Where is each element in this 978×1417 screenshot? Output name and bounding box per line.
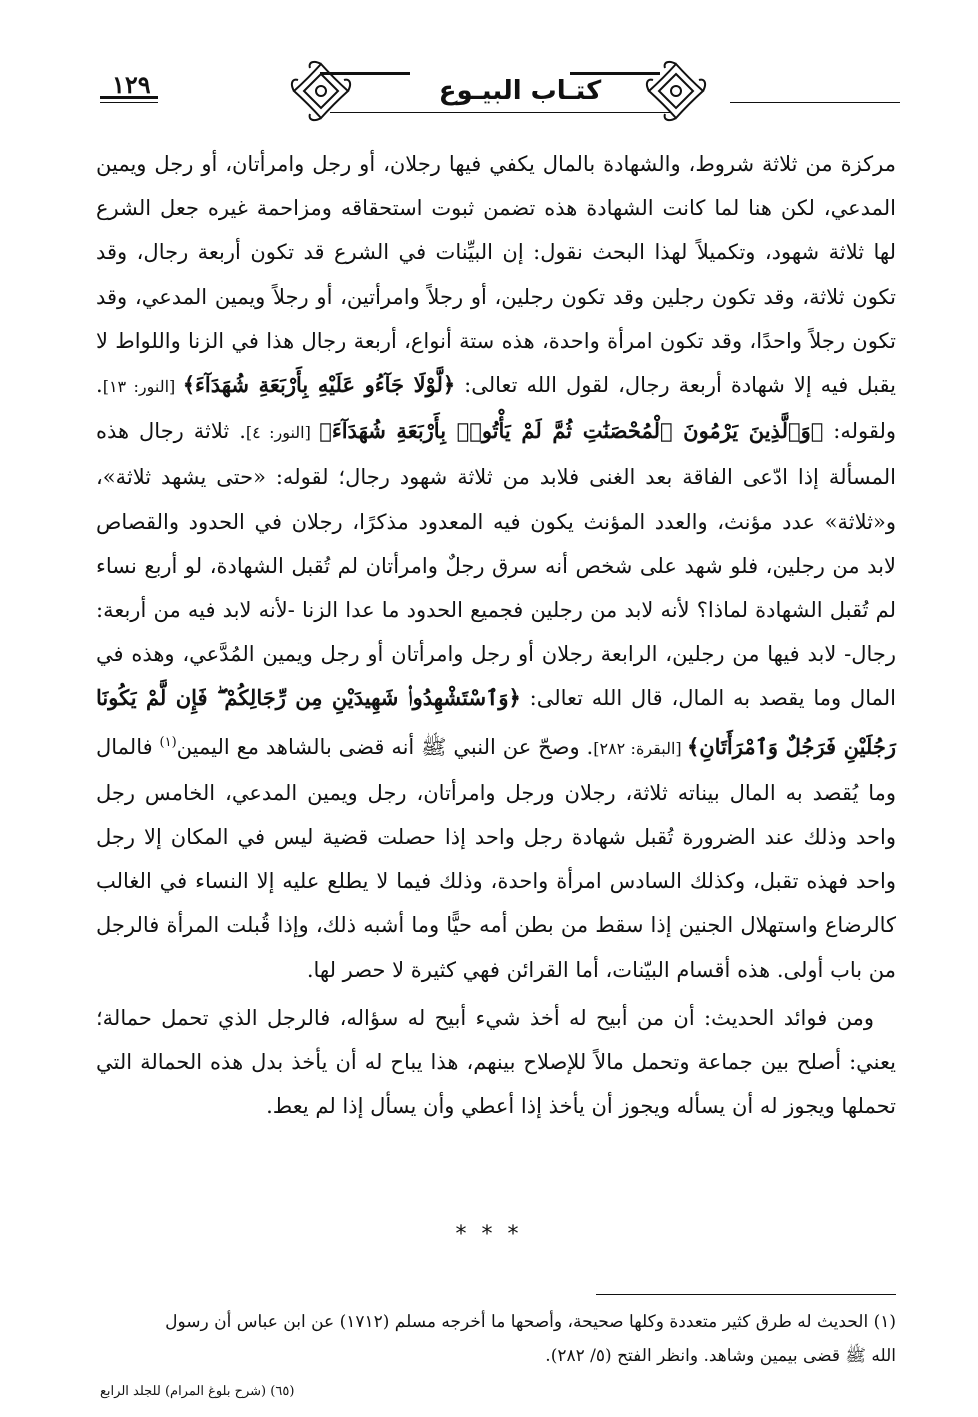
quran-verse: ﴿لَّوْلَا جَآءُو عَلَيْهِ بِأَرْبَعَةِ شُهَدَآءَ﴾	[182, 372, 456, 398]
header-rule-left-top	[100, 96, 158, 99]
footnote	[96, 1305, 896, 1373]
header-rule-right	[730, 102, 900, 103]
running-title: كتـاب البيـوع	[438, 76, 602, 106]
verse-reference: [النور: ١٣]	[102, 377, 183, 397]
page-header	[100, 60, 900, 130]
footnote-marker: (١)	[159, 734, 177, 750]
text-run: مركزة من ثلاثة شروط، والشهادة بالمال يكفي فيها رجلان، أو رجل وامرأتان، أو رجل ويمين المدعي، لكن هنا لما كانت الشهادة هذه تضمن ثبوت استحقاقه ومزاحمة غيره جعل الشرع لها ثلاثة شهود، وتكميلاً لهذا البحث نقول: إن البيِّنات في الشرع قد تكون أربعة رجال، وقد تكون ثلاثة، وقد تكون رجلين وقد تكون رجلين، أو رجلاً وامرأتين، أو رجلاً ويمين المدعي، وقد تكون رجلاً واحدًا، وقد تكون امرأة واحدة، هذه ستة أنواع، أربعة رجال هذا في الزنا واللواط لا يقبل فيه إلا شهادة أربعة رجال، لقول الله تعالى:	[96, 152, 897, 398]
quran-verse: ﴿وَٱلَّذِينَ يَرْمُونَ ٱلْمُحْصَنَٰتِ ثُمَّ لَمْ يَأْتُوا۟ بِأَرْبَعَةِ شُهَدَآءَ﴾	[319, 418, 824, 444]
book-footer: (٦٥) (شرح بلوغ المرام) للجلد الرابع	[100, 1384, 295, 1399]
footnote-line: (١) الحديث له طرق كثير متعددة وكلها صحيحة، وأصحها ما أخرجه مسلم (١٧١٢) عن ابن عباس أن رسول	[165, 1312, 896, 1332]
footnote-rule	[596, 1294, 896, 1295]
main-text	[96, 142, 896, 1128]
paragraph-2: ومن فوائد الحديث: أن من أبيح له أخذ شيء أبيح له سؤاله، فالرجل الذي تحمل حمالة؛ يعني: أصلح بين جماعة وتحمل مالاً للإصلاح بينهم، هذا يباح له أن يأخذ بدل هذه الحمالة التي تحملها ويجوز له أن يسأله ويجوز أن يأخذ إذا أعطي وأن يسأل إذا لم يعط.	[96, 1005, 896, 1119]
arabesque-ornament-icon	[645, 60, 707, 122]
header-rule-left-bottom	[100, 102, 158, 103]
text-run: . ثلاثة رجال هذه المسألة إذا ادّعى الفاقة بعد الغنى فلابد من ثلاثة شهود رجال؛ لقوله: «حتى يشهد ثلاثة»، و«ثلاثة» عدد مؤنث، والعدد المؤنث يكون فيه المعدود مذكرًا، رجلان في الحدود والقصاص لابد من رجلين، فلو شهد على شخص أنه سرق رجلٌ وامرأتان لم تُقبل الشهادة، لو أربع نساء لم تُقبل الشهادة لماذا؟ لأنه لابد من رجلين فجميع الحدود ما عدا الزنا -لأنه لابد فيه من أربعة: رجال- لابد فيها من رجلين، الرابعة رجلان أو رجل وامرأتان أو رجل ويمين المُدَّعي، وهذه في المال وما يقصد به المال، قال الله تعالى:	[96, 419, 896, 711]
text-run: . ولقوله:	[96, 373, 897, 444]
quran-verse: ﴿وَٱسْتَشْهِدُوا۟ شَهِيدَيْنِ مِن رِّجَالِكُمْ ۖ فَإِن لَّمْ يَكُونَا رَجُلَيْنِ فَرَجُلٌ وَٱمْرَأَتَانِ﴾	[96, 685, 896, 759]
footnote-line: الله ﷺ قضى بيمين وشاهد. وانظر الفتح (٥/ ٢٨٢).	[545, 1346, 896, 1366]
page-number: ١٢٩	[112, 70, 151, 99]
paragraph-1	[96, 142, 896, 992]
text-run: . وصحّ عن النبي ﷺ أنه قضى بالشاهد مع اليمين	[176, 734, 594, 759]
header-rule-center	[330, 112, 670, 113]
section-separator: * * *	[455, 1222, 523, 1247]
verse-reference: [النور: ٤]	[245, 423, 320, 443]
text-run: فالمال وما يُقصد به المال بيناته ثلاثة، رجلان ورجل وامرأتان، رجل ويمين المدعي، الخامس رجل واحد وذلك عند الضرورة تُقبل شهادة رجل واحد إذا حصلت قضية ليس في المكان إلا رجل واحد فهذه تقبل، وكذلك السادس امرأة واحدة، وذلك فيما لا يطلع عليه إلا النساء في الغالب كالرضاع واستهلال الجنين إذا سقط من بطن أمه حيًّا وما أشبه ذلك، وإذا قُبلت المرأة فالرجل من باب أولى. هذه أقسام البيّنات، أما القرائن فهي كثيرة لا حصر لها.	[96, 734, 896, 982]
verse-reference: [البقرة: ٢٨٢]	[593, 738, 687, 758]
arabesque-ornament-icon	[290, 60, 352, 122]
